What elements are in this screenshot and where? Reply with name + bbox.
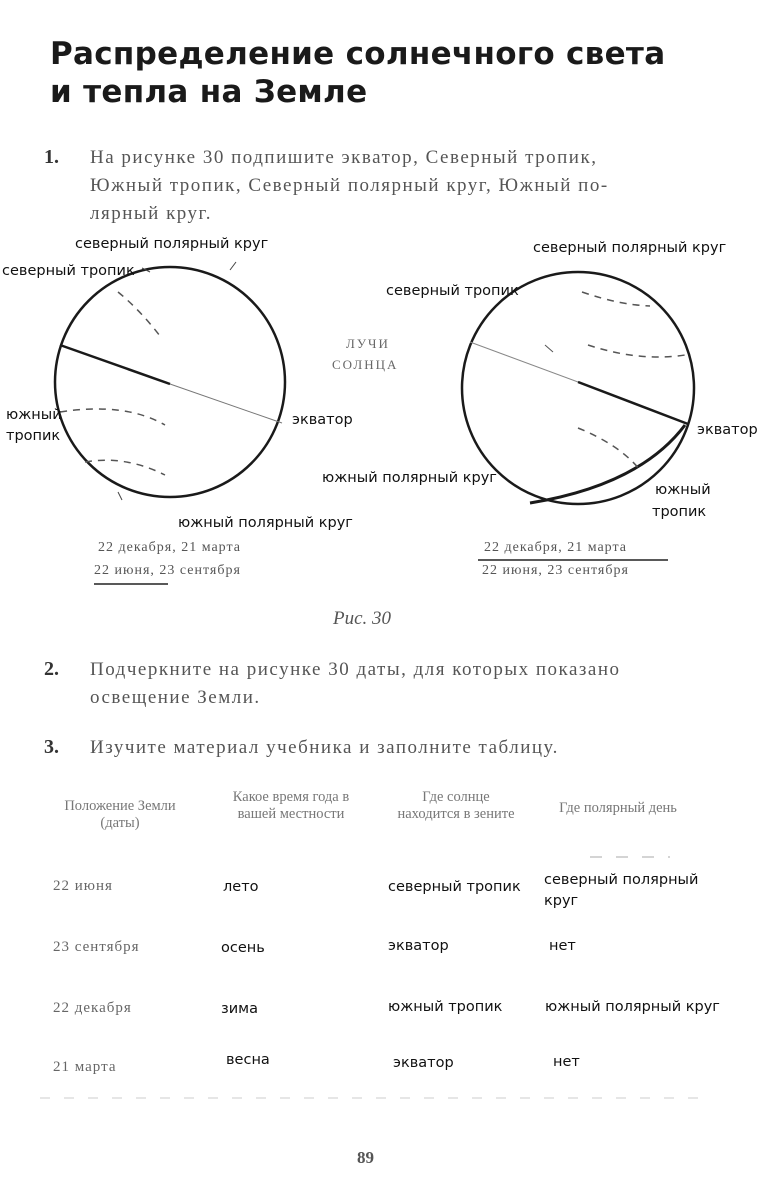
right-north-tropic-line (588, 345, 685, 357)
right-globe-equator (470, 342, 578, 382)
figure-caption: Рис. 30 (333, 608, 392, 629)
table-row-3-polar-day: южный полярный круг (545, 999, 720, 1015)
right-tick-mark (545, 345, 553, 352)
task1-text-line1: На рисунке 30 подпишите экватор, Северный тропик, (90, 147, 598, 168)
table-row-4-season: весна (226, 1052, 270, 1068)
table-row-1-polar-day: северный полярный круг (544, 872, 699, 909)
table-row-2-zenith: экватор (388, 938, 449, 954)
table-header-polar-day: Где полярный день (559, 800, 677, 816)
right-label-south-tropic-line1: южный (655, 482, 711, 498)
right-label-north-polar-circle: северный полярный круг (533, 240, 727, 256)
left-south-tropic-line (60, 409, 165, 425)
left-globe-outline (55, 267, 285, 497)
right-dates-line1: 22 декабря, 21 марта (484, 540, 627, 555)
task1-text-line2: Южный тропик, Северный полярный круг, Южный по- (90, 175, 609, 196)
table-row-2-polar-day: нет (549, 938, 576, 954)
right-dates-line2: 22 июня, 23 сентября (482, 563, 629, 578)
right-globe-terminator (578, 382, 688, 424)
left-south-polar-pointer (118, 492, 122, 500)
left-label-south-polar-circle: южный полярный круг (178, 515, 353, 531)
task3-number: 3. (44, 736, 59, 758)
task2-text-line2: освещение Земли. (90, 687, 261, 708)
table-row-1-zenith: северный тропик (388, 879, 521, 895)
left-label-south-tropic-line1: южный (6, 407, 62, 423)
right-label-south-polar-circle: южный полярный круг (322, 470, 497, 486)
sun-rays-label-line1: ЛУЧИ (346, 336, 390, 351)
left-dates-line2 (94, 563, 241, 579)
table-row-2-date: 23 сентября (53, 939, 140, 955)
left-label-north-tropic: северный тропик (2, 263, 135, 279)
table-row-2-season: осень (221, 940, 265, 956)
sun-rays-label-line2: СОЛНЦА (332, 357, 399, 372)
table-row-1-season: лето (223, 879, 259, 895)
table-row-1-date: 22 июня (53, 878, 113, 894)
page-title-line1: Распределение солнечного света (50, 36, 666, 72)
right-north-polar-line (582, 292, 650, 306)
table-row-4-zenith: экватор (393, 1055, 454, 1071)
left-polar-pointer (230, 262, 236, 270)
task2-text-line1: Подчеркните на рисунке 30 даты, для которых показано (90, 659, 621, 680)
left-label-south-tropic-line2: тропик (6, 428, 61, 444)
page-title-line2: и тепла на Земле (50, 74, 368, 110)
left-dates-line1: 22 декабря, 21 марта (98, 540, 241, 555)
table-header-season: Какое время года в вашей местности (232, 789, 350, 822)
right-south-tropic-line (578, 428, 640, 470)
task3-text-line1: Изучите материал учебника и заполните таблицу. (90, 737, 559, 758)
task2-number: 2. (44, 658, 59, 680)
left-label-north-polar-circle: северный полярный круг (75, 236, 269, 252)
left-globe-equator (170, 384, 282, 423)
table-header-position: Положение Земли (даты) (64, 798, 176, 831)
left-globe-terminator (60, 345, 170, 384)
table-row-3-season: зима (221, 1001, 258, 1017)
table-header-zenith: Где солнце находится в зените (397, 789, 515, 822)
right-label-south-tropic-line2: тропик (652, 504, 707, 520)
left-south-polar-line (85, 460, 165, 475)
table-row-4-polar-day: нет (553, 1054, 580, 1070)
left-label-equator: экватор (292, 412, 353, 428)
left-dates-underlined: 22 июня (94, 563, 151, 578)
left-north-tropic-line (118, 292, 160, 336)
page-number: 89 (357, 1148, 374, 1167)
task1-number: 1. (44, 146, 59, 168)
task1-text-line3: лярный круг. (90, 203, 212, 224)
right-label-north-tropic: северный тропик (386, 283, 519, 299)
table-row-4-date: 21 марта (53, 1059, 117, 1075)
right-label-equator: экватор (697, 422, 758, 438)
table-row-3-zenith: южный тропик (388, 999, 503, 1015)
left-dates-rest: , 23 сентября (150, 563, 241, 578)
table-row-3-date: 22 декабря (53, 1000, 132, 1016)
